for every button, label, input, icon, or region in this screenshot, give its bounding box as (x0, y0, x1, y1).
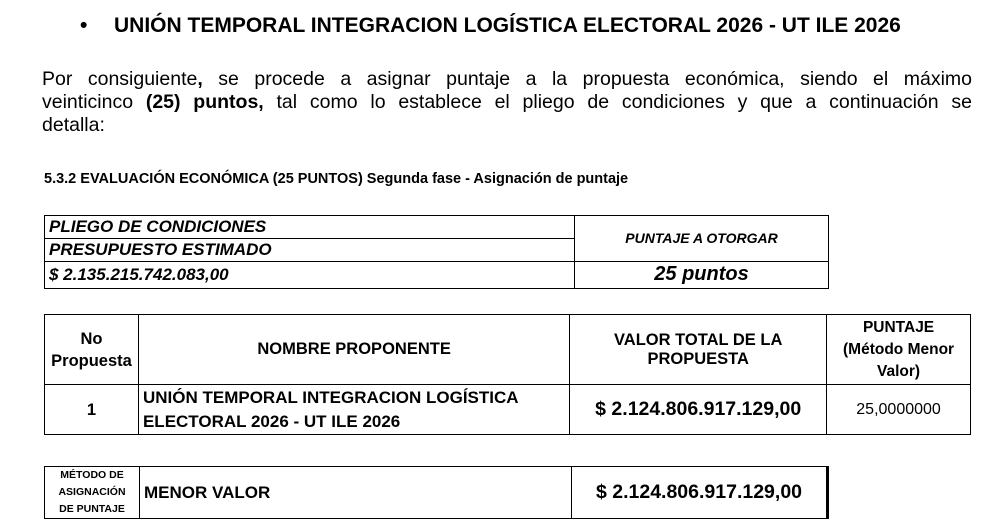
paragraph-bold-comma: , (197, 68, 203, 90)
paragraph-line-2 (42, 91, 972, 114)
section-title: 5.3.2 EVALUACIÓN ECONÓMICA (25 PUNTOS) Segunda fase - Asignación de puntaje (44, 171, 629, 187)
row-proponent-name: UNIÓN TEMPORAL INTEGRACION LOGÍSTICA ELECTORAL 2026 - UT ILE 2026 (138, 385, 569, 435)
budget-row-presupuesto: PRESUPUESTO ESTIMADO (45, 238, 575, 261)
paragraph-text: veinticinco (42, 91, 146, 113)
score-to-award-header: PUNTAJE A OTORGAR (575, 216, 829, 262)
header-puntaje: PUNTAJE (Método Menor Valor) (827, 315, 971, 385)
paragraph-line-3: detalla: (42, 114, 105, 136)
score-to-award-value: 25 puntos (575, 261, 829, 288)
row-proposal-value: $ 2.124.806.917.129,00 (570, 385, 827, 435)
heading-text: UNIÓN TEMPORAL INTEGRACION LOGÍSTICA ELECTORAL 2026 - UT ILE 2026 (114, 14, 901, 37)
budget-amount: $ 2.135.215.742.083,00 (45, 261, 575, 288)
table-row (45, 385, 971, 435)
header-nombre-proponente: NOMBRE PROPONENTE (138, 315, 569, 385)
paragraph-text: tal como lo establece el pliego de condiciones y que a continuación se (263, 91, 973, 113)
bullet-glyph: • (80, 14, 88, 37)
method-label: MÉTODO DE ASIGNACIÓN DE PUNTAJE (45, 467, 140, 519)
table-header-row (45, 315, 971, 385)
method-table (44, 466, 829, 519)
paragraph-bold-points: (25) puntos, (145, 91, 264, 113)
paragraph-text: Por consiguiente (42, 68, 198, 90)
proposals-table (44, 314, 971, 435)
heading-bullet-line (80, 14, 901, 38)
intro-paragraph (42, 68, 972, 137)
budget-row-pliego: PLIEGO DE CONDICIONES (45, 216, 575, 239)
method-name: MENOR VALOR (140, 467, 572, 519)
paragraph-text: se procede a asignar puntaje a la propuesta económica, siendo el máximo (202, 68, 972, 90)
budget-table (44, 215, 829, 289)
row-score: 25,0000000 (827, 385, 971, 435)
method-value: $ 2.124.806.917.129,00 (572, 467, 828, 519)
header-valor-total: VALOR TOTAL DE LA PROPUESTA (570, 315, 827, 385)
row-number: 1 (45, 385, 139, 435)
paragraph-line-1 (42, 68, 972, 91)
header-no-propuesta: No Propuesta (45, 315, 139, 385)
